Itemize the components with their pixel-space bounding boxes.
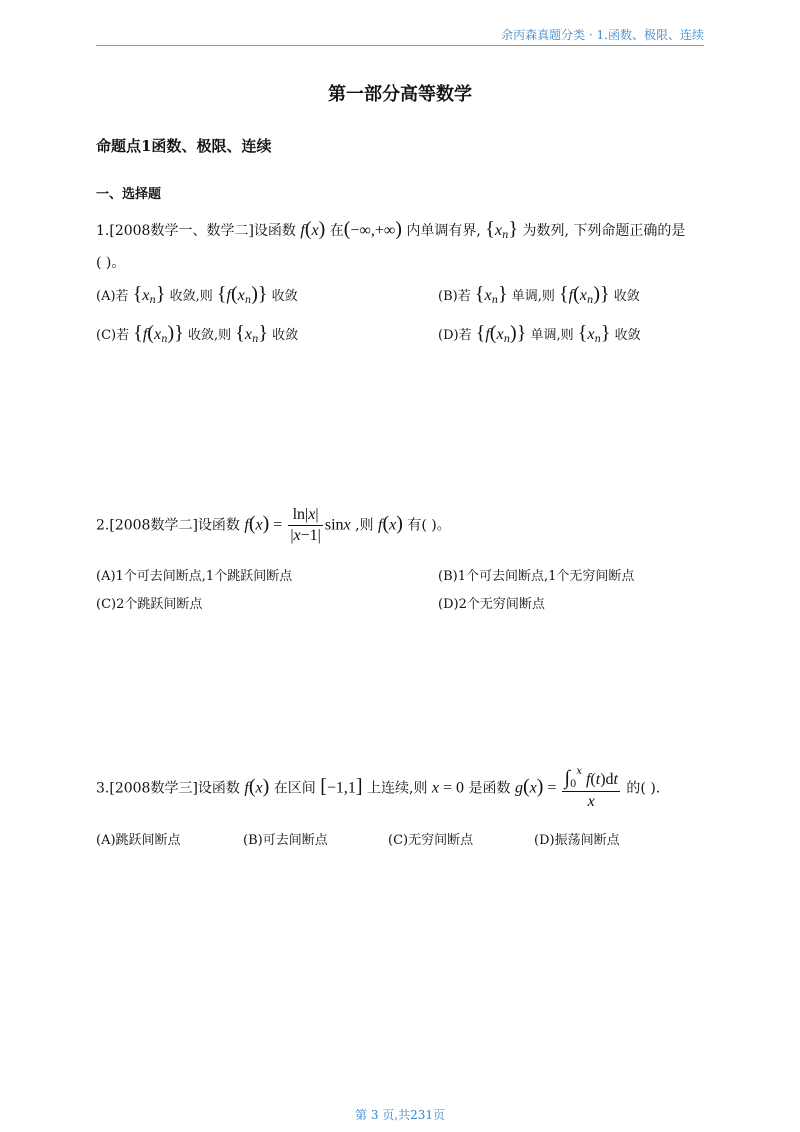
q1-option-b: (B)若 $\{x_n\}$ 单调,则 $\{f(x_n)\}$ 收敛 [438, 283, 640, 306]
q1-option-a-end: 收敛 [271, 289, 298, 304]
q1-option-d: (D)若 $\{f(x_n)\}$ 单调,则 $\{x_n\}$ 收敛 [438, 322, 641, 345]
running-header: 余丙森真题分类 · 1.函数、极限、连续 [501, 28, 704, 42]
q2-end: 有( )。 [407, 517, 451, 534]
q1-blank: ( )。 [96, 255, 126, 271]
q2-option-b: (B)1个可去间断点,1个无穷间断点 [438, 569, 635, 584]
q3-end: 的( ). [626, 780, 661, 797]
q3-mid2: 上连续,则 [367, 780, 428, 797]
q1-mid1: 在 [329, 223, 344, 239]
q3-mid1: 在区间 [273, 780, 316, 797]
q2-option-a: (A)1个可去间断点,1个跳跃间断点 [96, 569, 293, 584]
q1-option-b-end: 收敛 [613, 289, 640, 304]
q1-option-a-mid: 收敛,则 [169, 289, 213, 304]
q2-option-c: (C)2个跳跃间断点 [96, 597, 203, 612]
topic-heading: 命题点1函数、极限、连续 [96, 137, 272, 155]
q2-prefix: 2.[2008数学二]设函数 [96, 517, 240, 534]
q1-mid3: 为数列, 下列命题正确的是 [522, 223, 686, 239]
question-1-stem: 1.[2008数学一、数学二]设函数 f(x) 在(−∞,+∞) 内单调有界, $\{x_n\}$ 为数列, 下列命题正确的是 [96, 218, 686, 241]
q1-prefix: 1.[2008数学一、数学二]设函数 [96, 223, 296, 239]
page-footer: 第 3 页,共231页 [355, 1108, 445, 1122]
q1-option-d-mid: 单调,则 [530, 328, 574, 343]
q1-option-d-label: (D)若 [438, 328, 472, 343]
q1-option-c-end: 收敛 [272, 328, 299, 343]
q1-option-b-mid: 单调,则 [511, 289, 555, 304]
q3-option-d: (D)振荡间断点 [534, 833, 620, 848]
q1-option-c-label: (C)若 [96, 328, 130, 343]
q2-option-d: (D)2个无穷间断点 [438, 597, 545, 612]
q3-option-c: (C)无穷间断点 [388, 833, 474, 848]
q2-mid: ,则 [355, 517, 374, 534]
q1-mid2: 内单调有界, [406, 223, 481, 239]
q3-mid3: 是函数 [468, 780, 511, 797]
section-heading: 一、选择题 [96, 187, 162, 202]
q1-option-a-label: (A)若 [96, 289, 129, 304]
q3-option-a: (A)跳跃间断点 [96, 833, 181, 848]
question-2-stem: 2.[2008数学二]设函数 f(x) = $\frac{\ln|x|}{|x-1|}$ sinx ,则 f(x) 有( )。 [96, 506, 451, 544]
header-rule [96, 45, 704, 46]
q1-option-a: (A)若 $\{x_n\}$ 收敛,则 $\{f(x_n)\}$ 收敛 [96, 283, 298, 306]
q3-prefix: 3.[2008数学三]设函数 [96, 780, 240, 797]
q1-option-d-end: 收敛 [614, 328, 641, 343]
q1-option-c-mid: 收敛,则 [187, 328, 232, 343]
q3-option-b: (B)可去间断点 [243, 833, 328, 848]
page-title: 第一部分高等数学 [328, 84, 472, 105]
q1-math-fx: f [300, 222, 305, 239]
q1-option-c: (C)若 $\{f(x_n)\}$ 收敛,则 $\{x_n\}$ 收敛 [96, 322, 299, 345]
question-3-stem: 3.[2008数学三]设函数 f(x) 在区间 [−1,1] 上连续,则 x = 0 是函数 g(x) = $\frac{\int_0^x f(t)dt}{x}$ 的( ). [96, 766, 661, 810]
q1-option-b-label: (B)若 [438, 289, 471, 304]
q3-fraction: $\frac{\int_0^x f(t)dt}{x}$ [564, 766, 618, 810]
q2-fraction: $\frac{\ln|x|}{|x-1|}$ [290, 506, 321, 544]
